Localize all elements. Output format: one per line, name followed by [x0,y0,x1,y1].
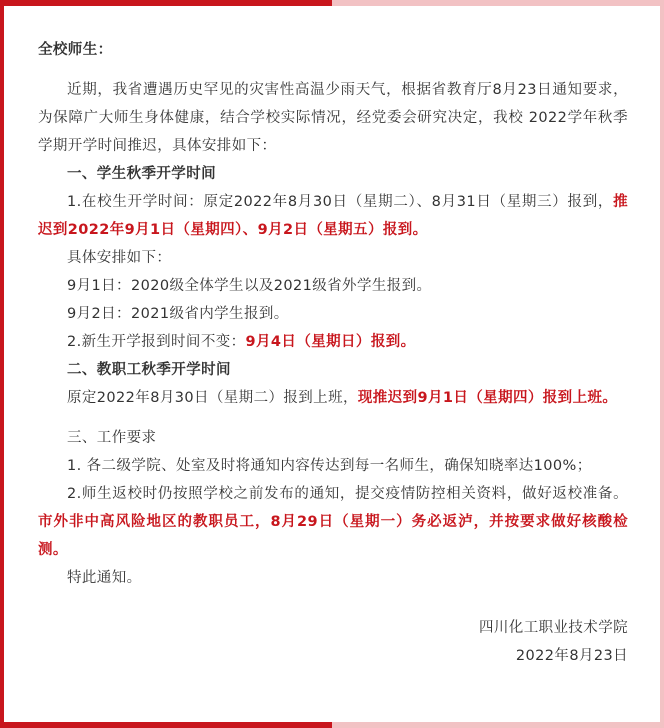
frame-left-bar [0,0,4,728]
section1-heading: 一、学生秋季开学时间 [67,166,216,182]
schedule-day1: 9月1日：2020级全体学生以及2021级省外学生报到。 [67,278,432,294]
salutation: 全校师生： [38,42,113,58]
section2-highlight: 现推迟到9月1日（星期四）报到上班。 [357,390,618,406]
section2-plain: 原定2022年8月30日（星期二）报到上班， [67,390,358,406]
date: 2022年8月23日 [515,648,628,664]
section1-item1-text: 1.在校生开学时间：原定2022年8月30日（星期二）、8月31日（星期三）报到， [67,194,614,210]
signature: 四川化工职业技术学院 [479,620,628,636]
section3-item2 [38,480,628,564]
section3-item1: 1. 各二级学院、处室及时将通知内容传达到每一名师生，确保知晓率达100%； [67,458,592,474]
notice-body [38,36,628,670]
section1-item2 [38,328,628,356]
frame-top-left-bar [0,0,332,6]
intro-paragraph: 近期，我省遭遇历史罕见的灾害性高温少雨天气，根据省教育厅8月23日通知要求，为保障广大师生身体健康，结合学校实际情况，经党委会研究决定，我校 2022学年秋季学期开学时间推迟，具体安排如下： [38,82,628,154]
section1-item2-text: 2.新生开学报到时间不变： [67,334,246,350]
frame-bottom-right-bar [332,722,664,728]
schedule-day2: 9月2日：2021级省内学生报到。 [67,306,289,322]
section3-item2-highlight: 市外非中高风险地区的教职员工，8月29日（星期一）务必返泸，并按要求做好核酸检测。 [38,514,628,558]
section1-item1-highlight: 推迟到2022年9月1日（星期四）、9月2日（星期五）报到。 [38,194,628,238]
frame-top-right-bar [332,0,664,6]
section3-heading: 三、工作要求 [67,430,157,446]
section2-text [38,384,628,412]
spacer [38,64,628,76]
section3-item2-text: 2.师生返校时仍按照学校之前发布的通知，提交疫情防控相关资料，做好返校准备。 [67,486,628,502]
frame-right-bar [660,0,664,728]
section1-item1 [38,188,628,244]
section2-heading: 二、教职工秋季开学时间 [67,362,231,378]
schedule-label: 具体安排如下： [67,250,172,266]
spacer [38,412,628,424]
frame-bottom-left-bar [0,722,332,728]
spacer [38,592,628,614]
closing: 特此通知。 [67,570,142,586]
section1-item2-highlight: 9月4日（星期日）报到。 [245,334,416,350]
